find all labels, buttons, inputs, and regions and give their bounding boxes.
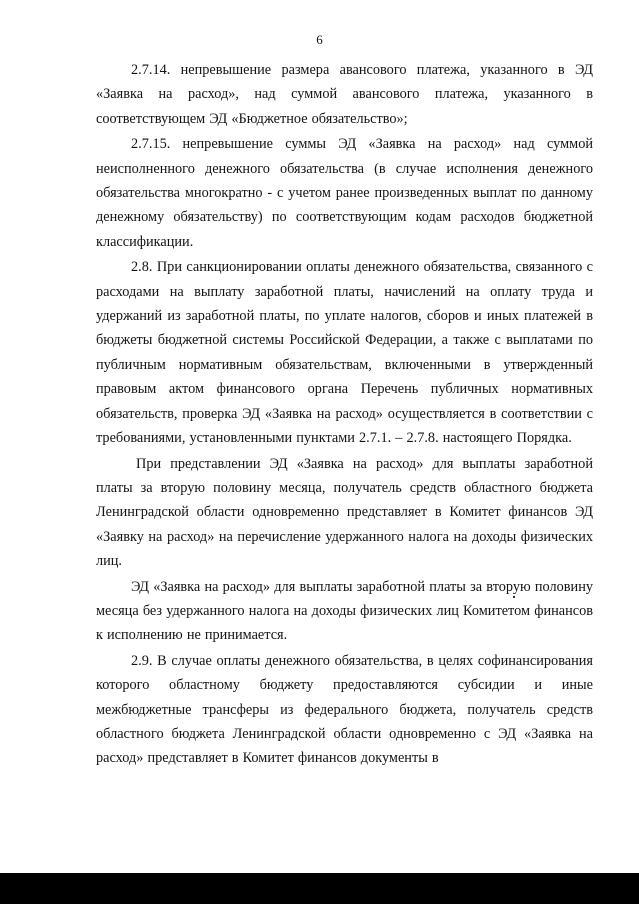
- document-body: [96, 58, 593, 771]
- paragraph-2-9: 2.9. В случае оплаты денежного обязательства, в целях софинансирования которого областному бюджету предоставляются субсидии и иные межбюджетные трансферы из федерального бюджета, получатель средств областного бюджета Ленинградской области одновременно с ЭД «Заявка на расход» представляет в Комитет финансов документы в: [96, 652, 593, 767]
- page-number: 6: [316, 32, 323, 47]
- paragraph-salary-without-tax: ЭД «Заявка на расход» для выплаты заработной платы за вторую половину месяца без удержанного налога на доходы физических лиц Комитетом финансов к исполнению не принимается.: [96, 578, 593, 644]
- paragraph-2-8: 2.8. При санкционировании оплаты денежного обязательства, связанного с расходами на выплату заработной платы, начислений на оплату труда и удержаний из заработной платы, по уплате налогов, сборов и иных платежей в бюджеты бюджетной системы Российской Федерации, а также с выплатами по публичным нормативным обязательствам, включенными в утвержденный правовым актом финансового органа Перечень публичных нормативных обязательств, проверка ЭД «Заявка на расход» осуществляется в соответствии с требованиями, установленными пунктами 2.7.1. – 2.7.8. настоящего Порядка.: [96, 259, 593, 447]
- scan-speck: [513, 596, 515, 598]
- paragraph-2-7-14: 2.7.14. непревышение размера авансового платежа, указанного в ЭД «Заявка на расход», над суммой авансового платежа, указанного в соответствующем ЭД «Бюджетное обязательство»;: [96, 62, 593, 127]
- paragraph-2-7-15: 2.7.15. непревышение суммы ЭД «Заявка на расход» над суммой неисполненного денежного обязательства (в случае исполнения денежного обязательства многократно - с учетом ранее произведенных выплат по данному денежному обязательству) по соответствующим кодам расходов бюджетной классификации.: [96, 136, 593, 250]
- scan-bottom-border: [0, 873, 639, 904]
- paragraph-salary-second-half: При представлении ЭД «Заявка на расход» для выплаты заработной платы за вторую половину месяца, получатель средств областного бюджета Ленинградской области одновременно представляет в Комитет финансов ЭД «Заявку на расход» на перечисление удержанного налога на доходы физических лиц.: [96, 455, 593, 570]
